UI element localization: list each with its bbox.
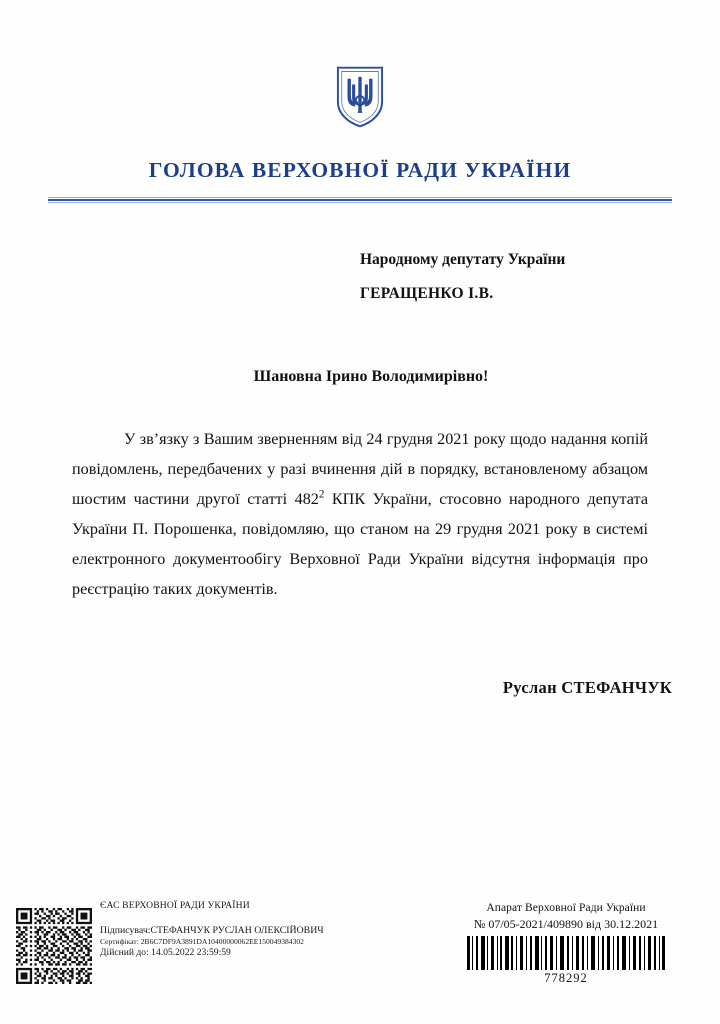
barcode-icon — [463, 936, 669, 970]
registration-number: № 07/05-2021/409890 від 30.12.2021 — [473, 917, 659, 931]
body-segment-2: КПК України, стосовно народного депутата України П. Порошенка, повідомляю, що станом на 29 грудня 2021 року в системі електронного документообігу Верховної Ради України відсутня інформація про реєстрацію таких документів. — [72, 490, 648, 598]
stamp-system-title: ЄАС ВЕРХОВНОЇ РАДИ УКРАЇНИ — [100, 900, 250, 911]
stamp-signer: Підписувач:СТЕФАНЧУК РУСЛАН ОЛЕКСІЙОВИЧ — [100, 925, 324, 936]
emblem-container — [0, 66, 720, 128]
electronic-signature-stamp — [14, 900, 364, 988]
signature-stamp-text — [100, 900, 364, 958]
stamp-certificate: Сертифікат: 2B6C7DF9A3891DA10400000062EE150049384302 — [100, 937, 304, 946]
letter-body — [72, 424, 648, 604]
page-title: ГОЛОВА ВЕРХОВНОЇ РАДИ УКРАЇНИ — [148, 158, 572, 182]
signatory-name: Руслан СТЕФАНЧУК — [502, 678, 672, 697]
addressee-role: Народному депутату України — [360, 251, 566, 268]
registration-block — [436, 902, 696, 986]
salutation: Шановна Ірино Володимирівно! — [253, 368, 489, 385]
stamp-valid-until: Дійсний до: 14.05.2022 23:59:59 — [100, 947, 231, 958]
addressee-block — [360, 248, 660, 306]
barcode-number: 778292 — [544, 971, 588, 985]
addressee-name: ГЕРАЩЕНКО І.В. — [360, 285, 494, 303]
registration-organization: Апарат Верховної Ради України — [486, 902, 646, 914]
body-segment-1: У зв’язку з Вашим зверненням від 24 грудня 2021 року щодо надання копій повідомлень, передбачених у разі вчинення дій в порядку, встановленому абзацом шостим частини другої статті 482 — [72, 430, 648, 508]
ukraine-trident-emblem-icon — [336, 66, 384, 128]
qr-code-icon — [16, 908, 92, 984]
article-superscript: 2 — [318, 488, 325, 501]
header-divider — [48, 197, 672, 203]
